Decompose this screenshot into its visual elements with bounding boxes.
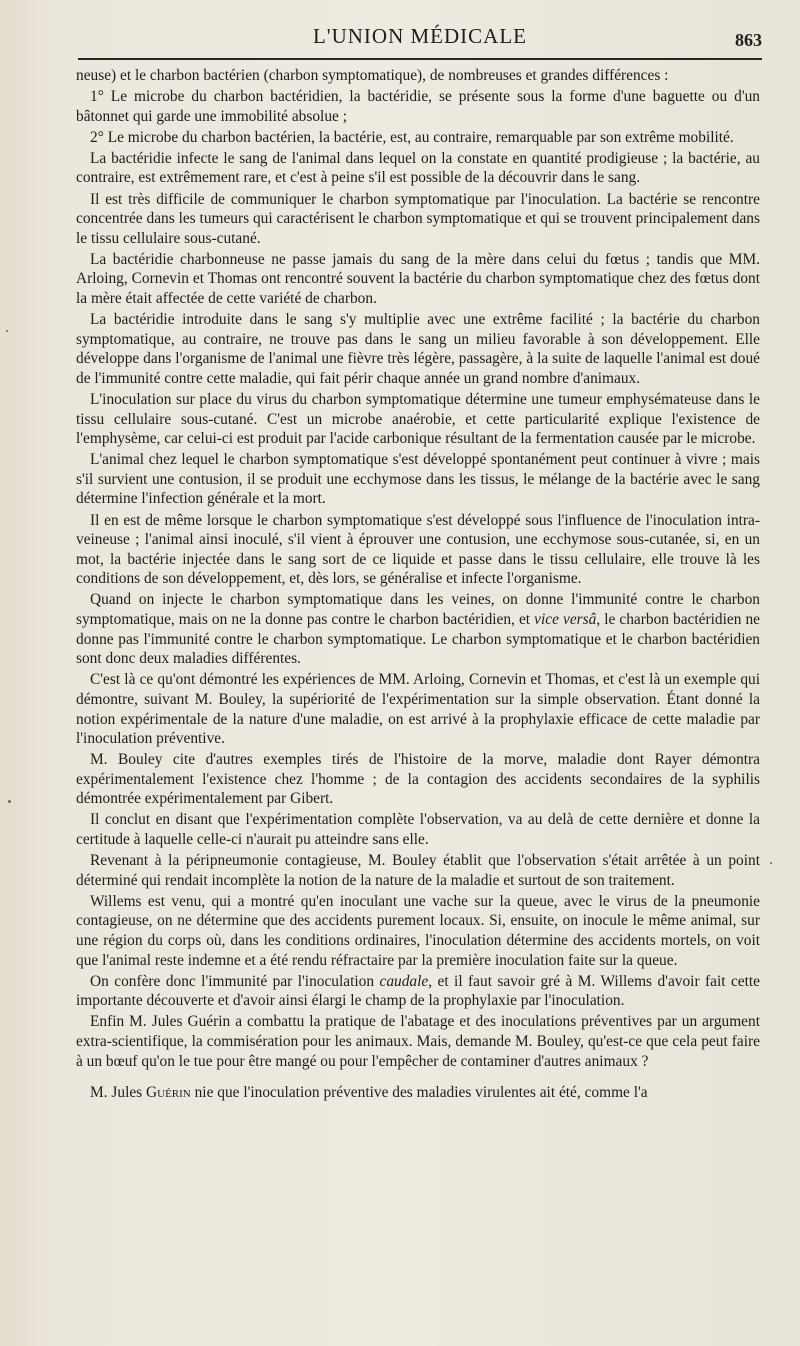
text-run: , le charbon bactéridien ne donne pas l'immunité contre le charbon symptomatique. Le charbon symptomatique et le charbon bactéridien sont donc deux maladies différentes. <box>76 611 760 668</box>
paragraph <box>76 972 760 1011</box>
text-run: Quand on injecte le charbon symptomatique dans les veines, on donne l'immunité contre le charbon symptomatique, mais on ne la donne pas contre le charbon bactéridien, et <box>76 591 760 629</box>
paragraph: L'animal chez lequel le charbon symptomatique s'est développé spontanément peut continuer à vivre ; mais s'il survient une contusion, il se produit une ecchymose dans les tissus, le mélange de la bactérie avec le sang détermine l'infection générale et la mort. <box>76 451 760 508</box>
text-run: M. Jules <box>90 1084 147 1102</box>
page-header <box>78 22 762 56</box>
paragraph: Il est très difficile de communiquer le charbon symptomatique par l'inoculation. La bactérie se rencontre concentrée dans les tumeurs qui caractérisent le charbon symptomatique et qui se trouvent principalement dans le tissu cellulaire sous-cutané. <box>76 190 760 247</box>
paragraph: Willems est venu, qui a montré qu'en inoculant une vache sur la queue, avec le virus de la pneumonie contagieuse, on ne détermine que des accidents purement locaux. Si, ensuite, on inocule le même animal, sur une région du corps où, dans les conditions ordinaires, l'inoculation détermine des accidents mortels, on voit que l'animal reste indemne et a été rendu réfractaire par la première inoculation faite sur la queue. <box>76 892 760 969</box>
paragraph: Il conclut en disant que l'expérimentation complète l'observation, va au delà de cette dernière et donne la certitude à laquelle celle-ci n'aurait pu atteindre sans elle. <box>76 811 760 849</box>
body-text <box>76 66 760 1104</box>
paragraph: neuse) et le charbon bactérien (charbon symptomatique), de nombreuses et grandes différences : <box>76 67 669 84</box>
paragraph: Il en est de même lorsque le charbon symptomatique s'est développé sous l'influence de l'inoculation intra-veineuse ; l'animal ainsi inoculé, s'il vient à éprouver une contusion, une ecchymose sous-cutanée, si, en un mot, la bactérie injectée dans le sang sort de ce liquide et passe dans le tissu cellulaire, elle trouve là les conditions de son développement, et, dès lors, se généralise et infecte l'organisme. <box>76 511 760 588</box>
page-number: 863 <box>735 30 762 50</box>
paragraph: 2° Le microbe du charbon bactérien, la bactérie, est, au contraire, remarquable par son extrême mobilité. <box>90 128 734 146</box>
paragraph: La bactéridie charbonneuse ne passe jamais du sang de la mère dans celui du fœtus ; tandis que MM. Arloing, Cornevin et Thomas ont rencontré souvent la bactérie du charbon symptomatique chez des fœtus dont la mère était affectée de cette variété de charbon. <box>76 250 760 308</box>
paragraph: M. Bouley cite d'autres exemples tirés de l'histoire de la morve, maladie dont Rayer démontra expérimentalement l'existence chez l'homme ; de la contagion des accidents secondaires de la syphilis démontrée expérimentalement par Gibert. <box>76 751 760 808</box>
italic-run: caudale <box>379 972 429 990</box>
speck <box>6 330 8 332</box>
text-run: nie que l'inoculation préventive des maladies virulentes ait été, comme l'a <box>190 1084 648 1102</box>
italic-run: vice versâ <box>534 611 597 629</box>
running-title: L'UNION MÉDICALE <box>312 24 527 48</box>
paragraph <box>76 1083 760 1103</box>
header-rule <box>78 58 762 60</box>
speck <box>770 862 772 864</box>
paragraph: Enfin M. Jules Guérin a combattu la pratique de l'abatage et des inoculations préventives par un argument extra-scientifique, la commisération pour les animaux. Mais, demande M. Bouley, qu'est-ce que cela peut faire à un bœuf qu'on le tue pour être mangé ou pour l'empêcher de contaminer d'autres animaux ? <box>76 1013 760 1070</box>
paragraph: La bactéridie infecte le sang de l'animal dans lequel on la constate en quantité prodigieuse ; la bactérie, au contraire, est extrêmement rare, et c'est à peine s'il est possible de la découvrir dans le sang. <box>76 149 760 187</box>
paragraph: C'est là ce qu'ont démontré les expériences de MM. Arloing, Cornevin et Thomas, et c'est là un exemple qui démontre, suivant M. Bouley, la supériorité de l'expérimentation sur la simple observation. Étant donné la notion expérimentale de la nature d'une maladie, on est arrivé à la prophylaxie efficace de cette maladie par l'inoculation préventive. <box>76 671 760 748</box>
small-caps-run: Guérin <box>146 1084 191 1102</box>
speck <box>8 800 11 803</box>
paragraph: La bactéridie introduite dans le sang s'y multiplie avec une extrême facilité ; la bactérie du charbon symptomatique, au contraire, ne trouve pas dans le sang un milieu favorable à son développement. Elle développe dans l'organisme de l'animal une fièvre très légère, passagère, à la suite de laquelle l'animal est doué de l'immunité contre cette maladie, qui fait périr chaque année un grand nombre d'animaux. <box>76 311 760 387</box>
paragraph <box>76 590 760 668</box>
text-run: On confère donc l'immunité par l'inoculation <box>90 972 380 990</box>
paragraph: 1° Le microbe du charbon bactéridien, la bactéridie, se présente sous la forme d'une baguette ou d'un bâtonnet qui garde une immobilité absolue ; <box>76 88 760 125</box>
text-run: , et il faut savoir gré à M. Willems d'avoir fait cette importante découverte et d'avoir ainsi élargi le champ de la prophylaxie par l'inoculation. <box>76 972 760 1010</box>
paragraph: Revenant à la péripneumonie contagieuse, M. Bouley établit que l'observation s'était arrêtée à un point déterminé qui rendait incomplète la notion de la nature de la maladie et surtout de son traitement. <box>76 852 760 889</box>
paragraph: L'inoculation sur place du virus du charbon symptomatique détermine une tumeur emphysémateuse dans le tissu cellulaire sous-cutané. C'est un microbe anaérobie, et cette particularité explique l'existence de l'emphysème, car celui-ci est produit par l'acide carbonique résultant de la fermentation causée par le microbe. <box>76 391 760 448</box>
